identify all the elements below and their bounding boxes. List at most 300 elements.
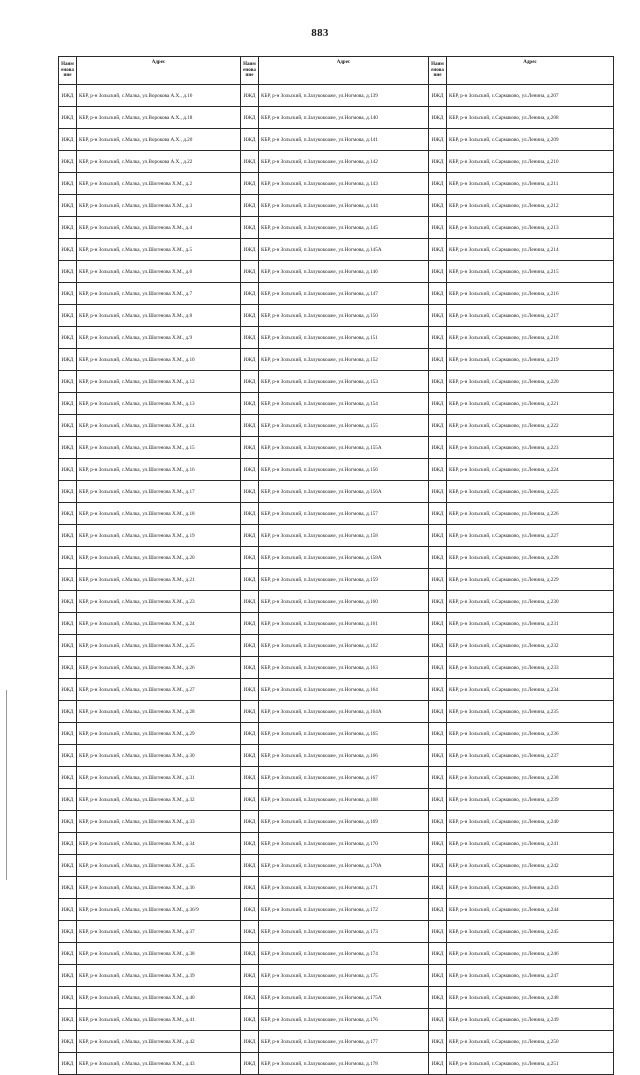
address-cell: КБР, р-н Зольский, с.Сармаково, ул.Ленина, д.233 xyxy=(447,657,614,679)
object-type-cell: ИЖД xyxy=(429,371,447,393)
address-cell: КБР, р-н Зольский, п.Залукокоаже, ул.Ногмова, д.145А xyxy=(259,239,429,261)
address-cell: КБР, р-н Зольский, с.Малка, ул.Шогенова Х.М., д.18 xyxy=(77,503,241,525)
address-cell: КБР, р-н Зольский, п.Залукокоаже, ул.Ногмова, д.175А xyxy=(259,987,429,1009)
object-type-cell: ИЖД xyxy=(429,855,447,877)
table-row xyxy=(59,415,614,437)
address-cell: КБР, р-н Зольский, с.Сармаково, ул.Ленина, д.222 xyxy=(447,415,614,437)
address-cell: КБР, р-н Зольский, п.Залукокоаже, ул.Ногмова, д.151 xyxy=(259,327,429,349)
table-row xyxy=(59,965,614,987)
object-type-cell: ИЖД xyxy=(241,151,259,173)
address-cell: КБР, р-н Зольский, с.Малка, ул.Шогенова Х.М., д.13 xyxy=(77,393,241,415)
address-cell: КБР, р-н Зольский, п.Залукокоаже, ул.Ногмова, д.168 xyxy=(259,789,429,811)
table-row xyxy=(59,679,614,701)
object-type-cell: ИЖД xyxy=(59,261,77,283)
object-type-cell: ИЖД xyxy=(241,921,259,943)
object-type-cell: ИЖД xyxy=(241,525,259,547)
object-type-cell: ИЖД xyxy=(429,195,447,217)
address-cell: КБР, р-н Зольский, с.Малка, ул.Шогенова Х.М., д.33 xyxy=(77,811,241,833)
object-type-cell: ИЖД xyxy=(241,877,259,899)
address-cell: КБР, р-н Зольский, с.Малка, ул.Шогенова Х.М., д.7 xyxy=(77,283,241,305)
address-cell: КБР, р-н Зольский, п.Залукокоаже, ул.Ногмова, д.155А xyxy=(259,437,429,459)
object-type-cell: ИЖД xyxy=(429,569,447,591)
object-type-cell: ИЖД xyxy=(429,261,447,283)
object-type-cell: ИЖД xyxy=(241,85,259,107)
address-cell: КБР, р-н Зольский, с.Малка, ул.Шогенова Х.М., д.39 xyxy=(77,965,241,987)
address-cell: КБР, р-н Зольский, п.Залукокоаже, ул.Ногмова, д.157 xyxy=(259,503,429,525)
address-cell: КБР, р-н Зольский, с.Малка, ул.Шогенова Х.М., д.2 xyxy=(77,173,241,195)
object-type-cell: ИЖД xyxy=(59,745,77,767)
object-type-cell: ИЖД xyxy=(241,657,259,679)
object-type-cell: ИЖД xyxy=(59,811,77,833)
object-type-cell: ИЖД xyxy=(59,547,77,569)
object-type-cell: ИЖД xyxy=(59,151,77,173)
address-cell: КБР, р-н Зольский, п.Залукокоаже, ул.Ногмова, д.146 xyxy=(259,261,429,283)
object-type-cell: ИЖД xyxy=(59,107,77,129)
object-type-cell: ИЖД xyxy=(59,415,77,437)
address-cell: КБР, р-н Зольский, с.Сармаково, ул.Ленина, д.246 xyxy=(447,943,614,965)
object-type-cell: ИЖД xyxy=(429,657,447,679)
object-type-cell: ИЖД xyxy=(59,943,77,965)
address-cell: КБР, р-н Зольский, п.Залукокоаже, ул.Ногмова, д.159 xyxy=(259,569,429,591)
object-type-cell: ИЖД xyxy=(241,349,259,371)
address-cell: КБР, р-н Зольский, с.Сармаково, ул.Ленина, д.249 xyxy=(447,1009,614,1031)
address-cell: КБР, р-н Зольский, п.Залукокоаже, ул.Ногмова, д.178 xyxy=(259,1053,429,1075)
object-type-cell: ИЖД xyxy=(429,481,447,503)
object-type-cell: ИЖД xyxy=(241,283,259,305)
table-row xyxy=(59,437,614,459)
table-row xyxy=(59,987,614,1009)
address-cell: КБР, р-н Зольский, с.Сармаково, ул.Ленина, д.230 xyxy=(447,591,614,613)
table-row xyxy=(59,701,614,723)
object-type-cell: ИЖД xyxy=(429,965,447,987)
address-cell: КБР, р-н Зольский, п.Залукокоаже, ул.Ногмова, д.155 xyxy=(259,415,429,437)
object-type-cell: ИЖД xyxy=(241,679,259,701)
object-type-cell: ИЖД xyxy=(241,481,259,503)
address-cell: КБР, р-н Зольский, с.Сармаково, ул.Ленина, д.225 xyxy=(447,481,614,503)
address-cell: КБР, р-н Зольский, с.Сармаково, ул.Ленина, д.227 xyxy=(447,525,614,547)
object-type-cell: ИЖД xyxy=(59,1031,77,1053)
address-cell: КБР, р-н Зольский, с.Малка, ул.Ворокова А.Х., д.20 xyxy=(77,129,241,151)
object-type-cell: ИЖД xyxy=(241,327,259,349)
object-type-cell: ИЖД xyxy=(241,129,259,151)
address-cell: КБР, р-н Зольский, с.Малка, ул.Шогенова Х.М., д.40 xyxy=(77,987,241,1009)
table-row xyxy=(59,591,614,613)
table-row xyxy=(59,789,614,811)
address-cell: КБР, р-н Зольский, с.Сармаково, ул.Ленина, д.223 xyxy=(447,437,614,459)
address-cell: КБР, р-н Зольский, с.Малка, ул.Шогенова Х.М., д.4 xyxy=(77,217,241,239)
object-type-cell: ИЖД xyxy=(59,239,77,261)
address-cell: КБР, р-н Зольский, с.Малка, ул.Шогенова Х.М., д.10 xyxy=(77,349,241,371)
table-row xyxy=(59,657,614,679)
address-cell: КБР, р-н Зольский, с.Сармаково, ул.Ленина, д.217 xyxy=(447,305,614,327)
object-type-cell: ИЖД xyxy=(59,503,77,525)
table-row xyxy=(59,723,614,745)
column-header-type: Наим енова ние xyxy=(429,57,447,85)
address-cell: КБР, р-н Зольский, п.Залукокоаже, ул.Ногмова, д.173 xyxy=(259,921,429,943)
address-cell: КБР, р-н Зольский, п.Залукокоаже, ул.Ногмова, д.177 xyxy=(259,1031,429,1053)
object-type-cell: ИЖД xyxy=(241,569,259,591)
address-cell: КБР, р-н Зольский, с.Сармаково, ул.Ленина, д.207 xyxy=(447,85,614,107)
address-cell: КБР, р-н Зольский, п.Залукокоаже, ул.Ногмова, д.145 xyxy=(259,217,429,239)
object-type-cell: ИЖД xyxy=(241,789,259,811)
address-cell: КБР, р-н Зольский, с.Малка, ул.Шогенова Х.М., д.32 xyxy=(77,789,241,811)
table-row xyxy=(59,613,614,635)
address-cell: КБР, р-н Зольский, с.Сармаково, ул.Ленина, д.243 xyxy=(447,877,614,899)
address-cell: КБР, р-н Зольский, с.Сармаково, ул.Ленина, д.210 xyxy=(447,151,614,173)
address-cell: КБР, р-н Зольский, с.Сармаково, ул.Ленина, д.208 xyxy=(447,107,614,129)
address-cell: КБР, р-н Зольский, п.Залукокоаже, ул.Ногмова, д.174 xyxy=(259,943,429,965)
table-row xyxy=(59,349,614,371)
address-cell: КБР, р-н Зольский, с.Сармаково, ул.Ленина, д.238 xyxy=(447,767,614,789)
table-row xyxy=(59,393,614,415)
address-cell: КБР, р-н Зольский, п.Залукокоаже, ул.Ногмова, д.176 xyxy=(259,1009,429,1031)
table-row xyxy=(59,107,614,129)
object-type-cell: ИЖД xyxy=(59,701,77,723)
object-type-cell: ИЖД xyxy=(59,679,77,701)
address-cell: КБР, р-н Зольский, с.Сармаково, ул.Ленина, д.224 xyxy=(447,459,614,481)
object-type-cell: ИЖД xyxy=(429,921,447,943)
address-cell: КБР, р-н Зольский, п.Залукокоаже, ул.Ногмова, д.143 xyxy=(259,173,429,195)
table-row xyxy=(59,921,614,943)
object-type-cell: ИЖД xyxy=(429,1053,447,1075)
object-type-cell: ИЖД xyxy=(59,921,77,943)
address-cell: КБР, р-н Зольский, п.Залукокоаже, ул.Ногмова, д.162 xyxy=(259,635,429,657)
address-cell: КБР, р-н Зольский, с.Сармаково, ул.Ленина, д.251 xyxy=(447,1053,614,1075)
address-cell: КБР, р-н Зольский, п.Залукокоаже, ул.Ногмова, д.152 xyxy=(259,349,429,371)
address-cell: КБР, р-н Зольский, п.Залукокоаже, ул.Ногмова, д.156 xyxy=(259,459,429,481)
table-row xyxy=(59,261,614,283)
object-type-cell: ИЖД xyxy=(59,877,77,899)
table-row xyxy=(59,525,614,547)
object-type-cell: ИЖД xyxy=(429,85,447,107)
table-row xyxy=(59,811,614,833)
address-cell: КБР, р-н Зольский, п.Залукокоаже, ул.Ногмова, д.156А xyxy=(259,481,429,503)
address-cell: КБР, р-н Зольский, с.Малка, ул.Шогенова Х.М., д.25 xyxy=(77,635,241,657)
object-type-cell: ИЖД xyxy=(241,833,259,855)
object-type-cell: ИЖД xyxy=(429,173,447,195)
table-row xyxy=(59,481,614,503)
object-type-cell: ИЖД xyxy=(429,393,447,415)
scan-edge-line xyxy=(6,690,7,880)
table-row xyxy=(59,283,614,305)
address-cell: КБР, р-н Зольский, п.Залукокоаже, ул.Ногмова, д.153 xyxy=(259,371,429,393)
object-type-cell: ИЖД xyxy=(59,789,77,811)
table-row xyxy=(59,173,614,195)
table-header-row xyxy=(59,57,614,85)
address-cell: КБР, р-н Зольский, п.Залукокоаже, ул.Ногмова, д.165 xyxy=(259,723,429,745)
address-cell: КБР, р-н Зольский, с.Сармаково, ул.Ленина, д.247 xyxy=(447,965,614,987)
address-cell: КБР, р-н Зольский, п.Залукокоаже, ул.Ногмова, д.164А xyxy=(259,701,429,723)
object-type-cell: ИЖД xyxy=(59,1053,77,1075)
object-type-cell: ИЖД xyxy=(429,305,447,327)
table-row xyxy=(59,943,614,965)
address-cell: КБР, р-н Зольский, с.Малка, ул.Шогенова Х.М., д.36/9 xyxy=(77,899,241,921)
address-cell: КБР, р-н Зольский, п.Залукокоаже, ул.Ногмова, д.172 xyxy=(259,899,429,921)
address-cell: КБР, р-н Зольский, с.Сармаково, ул.Ленина, д.213 xyxy=(447,217,614,239)
object-type-cell: ИЖД xyxy=(241,261,259,283)
object-type-cell: ИЖД xyxy=(59,459,77,481)
column-header-address: Адрес xyxy=(77,57,241,85)
table-row xyxy=(59,547,614,569)
object-type-cell: ИЖД xyxy=(429,547,447,569)
address-cell: КБР, р-н Зольский, с.Сармаково, ул.Ленина, д.220 xyxy=(447,371,614,393)
table-body xyxy=(59,85,614,1075)
object-type-cell: ИЖД xyxy=(429,877,447,899)
table-row xyxy=(59,899,614,921)
address-cell: КБР, р-н Зольский, с.Малка, ул.Шогенова Х.М., д.12 xyxy=(77,371,241,393)
address-cell: КБР, р-н Зольский, с.Сармаково, ул.Ленина, д.250 xyxy=(447,1031,614,1053)
address-cell: КБР, р-н Зольский, с.Малка, ул.Шогенова Х.М., д.20 xyxy=(77,547,241,569)
address-cell: КБР, р-н Зольский, п.Залукокоаже, ул.Ногмова, д.150 xyxy=(259,305,429,327)
table-row xyxy=(59,503,614,525)
object-type-cell: ИЖД xyxy=(429,943,447,965)
address-cell: КБР, р-н Зольский, п.Залукокоаже, ул.Ногмова, д.170 xyxy=(259,833,429,855)
object-type-cell: ИЖД xyxy=(429,129,447,151)
object-type-cell: ИЖД xyxy=(429,591,447,613)
object-type-cell: ИЖД xyxy=(241,503,259,525)
object-type-cell: ИЖД xyxy=(429,1031,447,1053)
address-cell: КБР, р-н Зольский, п.Залукокоаже, ул.Ногмова, д.160 xyxy=(259,591,429,613)
address-cell: КБР, р-н Зольский, с.Малка, ул.Шогенова Х.М., д.9 xyxy=(77,327,241,349)
address-cell: КБР, р-н Зольский, с.Малка, ул.Ворокова А.Х., д.18 xyxy=(77,107,241,129)
address-cell: КБР, р-н Зольский, с.Малка, ул.Шогенова Х.М., д.37 xyxy=(77,921,241,943)
address-cell: КБР, р-н Зольский, с.Малка, ул.Шогенова Х.М., д.27 xyxy=(77,679,241,701)
table-row xyxy=(59,745,614,767)
address-cell: КБР, р-н Зольский, с.Малка, ул.Ворокова А.Х., д.16 xyxy=(77,85,241,107)
address-cell: КБР, р-н Зольский, с.Малка, ул.Шогенова Х.М., д.43 xyxy=(77,1053,241,1075)
table-row xyxy=(59,1031,614,1053)
address-cell: КБР, р-н Зольский, с.Малка, ул.Шогенова Х.М., д.26 xyxy=(77,657,241,679)
object-type-cell: ИЖД xyxy=(241,547,259,569)
address-cell: КБР, р-н Зольский, с.Малка, ул.Шогенова Х.М., д.34 xyxy=(77,833,241,855)
object-type-cell: ИЖД xyxy=(59,327,77,349)
address-cell: КБР, р-н Зольский, п.Залукокоаже, ул.Ногмова, д.158 xyxy=(259,525,429,547)
address-cell: КБР, р-н Зольский, с.Сармаково, ул.Ленина, д.212 xyxy=(447,195,614,217)
object-type-cell: ИЖД xyxy=(429,327,447,349)
object-type-cell: ИЖД xyxy=(429,987,447,1009)
object-type-cell: ИЖД xyxy=(429,723,447,745)
address-cell: КБР, р-н Зольский, с.Малка, ул.Шогенова Х.М., д.30 xyxy=(77,745,241,767)
object-type-cell: ИЖД xyxy=(429,349,447,371)
object-type-cell: ИЖД xyxy=(241,173,259,195)
table-row xyxy=(59,239,614,261)
object-type-cell: ИЖД xyxy=(241,1031,259,1053)
object-type-cell: ИЖД xyxy=(241,1053,259,1075)
object-type-cell: ИЖД xyxy=(241,107,259,129)
address-cell: КБР, р-н Зольский, с.Малка, ул.Шогенова Х.М., д.14 xyxy=(77,415,241,437)
address-cell: КБР, р-н Зольский, с.Сармаково, ул.Ленина, д.228 xyxy=(447,547,614,569)
object-type-cell: ИЖД xyxy=(241,195,259,217)
object-type-cell: ИЖД xyxy=(59,349,77,371)
object-type-cell: ИЖД xyxy=(241,965,259,987)
object-type-cell: ИЖД xyxy=(241,459,259,481)
address-cell: КБР, р-н Зольский, с.Сармаково, ул.Ленина, д.226 xyxy=(447,503,614,525)
address-register-table xyxy=(58,56,614,1075)
address-cell: КБР, р-н Зольский, с.Сармаково, ул.Ленина, д.242 xyxy=(447,855,614,877)
object-type-cell: ИЖД xyxy=(59,437,77,459)
address-cell: КБР, р-н Зольский, п.Залукокоаже, ул.Ногмова, д.166 xyxy=(259,745,429,767)
address-cell: КБР, р-н Зольский, с.Сармаково, ул.Ленина, д.239 xyxy=(447,789,614,811)
table-row xyxy=(59,327,614,349)
object-type-cell: ИЖД xyxy=(429,1009,447,1031)
table-row xyxy=(59,459,614,481)
address-cell: КБР, р-н Зольский, с.Сармаково, ул.Ленина, д.232 xyxy=(447,635,614,657)
object-type-cell: ИЖД xyxy=(59,217,77,239)
object-type-cell: ИЖД xyxy=(429,283,447,305)
address-cell: КБР, р-н Зольский, п.Залукокоаже, ул.Ногмова, д.167 xyxy=(259,767,429,789)
object-type-cell: ИЖД xyxy=(429,701,447,723)
object-type-cell: ИЖД xyxy=(59,833,77,855)
address-cell: КБР, р-н Зольский, с.Сармаково, ул.Ленина, д.219 xyxy=(447,349,614,371)
object-type-cell: ИЖД xyxy=(429,899,447,921)
object-type-cell: ИЖД xyxy=(429,679,447,701)
address-cell: КБР, р-н Зольский, с.Малка, ул.Шогенова Х.М., д.38 xyxy=(77,943,241,965)
address-cell: КБР, р-н Зольский, с.Сармаково, ул.Ленина, д.214 xyxy=(447,239,614,261)
address-cell: КБР, р-н Зольский, п.Залукокоаже, ул.Ногмова, д.171 xyxy=(259,877,429,899)
table-row xyxy=(59,371,614,393)
object-type-cell: ИЖД xyxy=(59,965,77,987)
address-cell: КБР, р-н Зольский, п.Залукокоаже, ул.Ногмова, д.175 xyxy=(259,965,429,987)
address-cell: КБР, р-н Зольский, п.Залукокоаже, ул.Ногмова, д.164 xyxy=(259,679,429,701)
object-type-cell: ИЖД xyxy=(241,613,259,635)
object-type-cell: ИЖД xyxy=(429,635,447,657)
table-row xyxy=(59,855,614,877)
address-cell: КБР, р-н Зольский, с.Сармаково, ул.Ленина, д.209 xyxy=(447,129,614,151)
object-type-cell: ИЖД xyxy=(59,767,77,789)
table-row xyxy=(59,195,614,217)
table-row xyxy=(59,767,614,789)
address-cell: КБР, р-н Зольский, с.Малка, ул.Шогенова Х.М., д.29 xyxy=(77,723,241,745)
object-type-cell: ИЖД xyxy=(429,459,447,481)
address-cell: КБР, р-н Зольский, п.Залукокоаже, ул.Ногмова, д.170А xyxy=(259,855,429,877)
object-type-cell: ИЖД xyxy=(429,415,447,437)
column-header-type: Наим енова ние xyxy=(59,57,77,85)
address-cell: КБР, р-н Зольский, п.Залукокоаже, ул.Ногмова, д.163 xyxy=(259,657,429,679)
object-type-cell: ИЖД xyxy=(241,899,259,921)
table-row xyxy=(59,151,614,173)
object-type-cell: ИЖД xyxy=(429,767,447,789)
address-cell: КБР, р-н Зольский, с.Малка, ул.Шогенова Х.М., д.31 xyxy=(77,767,241,789)
address-cell: КБР, р-н Зольский, с.Сармаково, ул.Ленина, д.235 xyxy=(447,701,614,723)
object-type-cell: ИЖД xyxy=(241,811,259,833)
address-cell: КБР, р-н Зольский, с.Малка, ул.Шогенова Х.М., д.5 xyxy=(77,239,241,261)
object-type-cell: ИЖД xyxy=(59,129,77,151)
address-cell: КБР, р-н Зольский, п.Залукокоаже, ул.Ногмова, д.140 xyxy=(259,107,429,129)
table-row xyxy=(59,129,614,151)
object-type-cell: ИЖД xyxy=(241,239,259,261)
object-type-cell: ИЖД xyxy=(429,745,447,767)
object-type-cell: ИЖД xyxy=(241,767,259,789)
object-type-cell: ИЖД xyxy=(241,305,259,327)
address-cell: КБР, р-н Зольский, с.Малка, ул.Шогенова Х.М., д.8 xyxy=(77,305,241,327)
object-type-cell: ИЖД xyxy=(59,481,77,503)
address-cell: КБР, р-н Зольский, п.Залукокоаже, ул.Ногмова, д.169 xyxy=(259,811,429,833)
object-type-cell: ИЖД xyxy=(241,1009,259,1031)
object-type-cell: ИЖД xyxy=(59,85,77,107)
object-type-cell: ИЖД xyxy=(59,173,77,195)
object-type-cell: ИЖД xyxy=(59,613,77,635)
table-row xyxy=(59,1009,614,1031)
table-row xyxy=(59,217,614,239)
address-cell: КБР, р-н Зольский, с.Сармаково, ул.Ленина, д.216 xyxy=(447,283,614,305)
address-cell: КБР, р-н Зольский, п.Залукокоаже, ул.Ногмова, д.142 xyxy=(259,151,429,173)
address-cell: КБР, р-н Зольский, с.Малка, ул.Шогенова Х.М., д.21 xyxy=(77,569,241,591)
object-type-cell: ИЖД xyxy=(59,283,77,305)
object-type-cell: ИЖД xyxy=(241,415,259,437)
address-cell: КБР, р-н Зольский, с.Сармаково, ул.Ленина, д.244 xyxy=(447,899,614,921)
address-cell: КБР, р-н Зольский, с.Сармаково, ул.Ленина, д.234 xyxy=(447,679,614,701)
object-type-cell: ИЖД xyxy=(59,525,77,547)
address-cell: КБР, р-н Зольский, п.Залукокоаже, ул.Ногмова, д.141 xyxy=(259,129,429,151)
address-cell: КБР, р-н Зольский, с.Сармаково, ул.Ленина, д.218 xyxy=(447,327,614,349)
object-type-cell: ИЖД xyxy=(241,943,259,965)
object-type-cell: ИЖД xyxy=(429,437,447,459)
object-type-cell: ИЖД xyxy=(59,591,77,613)
address-cell: КБР, р-н Зольский, с.Малка, ул.Шогенова Х.М., д.24 xyxy=(77,613,241,635)
object-type-cell: ИЖД xyxy=(241,437,259,459)
address-cell: КБР, р-н Зольский, п.Залукокоаже, ул.Ногмова, д.147 xyxy=(259,283,429,305)
object-type-cell: ИЖД xyxy=(241,745,259,767)
address-cell: КБР, р-н Зольский, с.Сармаково, ул.Ленина, д.211 xyxy=(447,173,614,195)
object-type-cell: ИЖД xyxy=(59,569,77,591)
table-row xyxy=(59,1053,614,1075)
address-cell: КБР, р-н Зольский, п.Залукокоаже, ул.Ногмова, д.144 xyxy=(259,195,429,217)
address-cell: КБР, р-н Зольский, с.Малка, ул.Шогенова Х.М., д.3 xyxy=(77,195,241,217)
object-type-cell: ИЖД xyxy=(429,811,447,833)
object-type-cell: ИЖД xyxy=(429,217,447,239)
object-type-cell: ИЖД xyxy=(59,899,77,921)
table-row xyxy=(59,569,614,591)
object-type-cell: ИЖД xyxy=(241,217,259,239)
table-row xyxy=(59,635,614,657)
table-row xyxy=(59,833,614,855)
object-type-cell: ИЖД xyxy=(429,525,447,547)
address-cell: КБР, р-н Зольский, с.Малка, ул.Шогенова Х.М., д.17 xyxy=(77,481,241,503)
object-type-cell: ИЖД xyxy=(429,503,447,525)
address-cell: КБР, р-н Зольский, с.Сармаково, ул.Ленина, д.215 xyxy=(447,261,614,283)
object-type-cell: ИЖД xyxy=(59,1009,77,1031)
address-cell: КБР, р-н Зольский, с.Малка, ул.Ворокова А.Х., д.22 xyxy=(77,151,241,173)
address-cell: КБР, р-н Зольский, с.Сармаково, ул.Ленина, д.236 xyxy=(447,723,614,745)
address-cell: КБР, р-н Зольский, с.Малка, ул.Шогенова Х.М., д.16 xyxy=(77,459,241,481)
address-cell: КБР, р-н Зольский, с.Сармаково, ул.Ленина, д.240 xyxy=(447,811,614,833)
address-cell: КБР, р-н Зольский, с.Малка, ул.Шогенова Х.М., д.23 xyxy=(77,591,241,613)
address-cell: КБР, р-н Зольский, с.Малка, ул.Шогенова Х.М., д.35 xyxy=(77,855,241,877)
object-type-cell: ИЖД xyxy=(241,855,259,877)
table-row xyxy=(59,85,614,107)
address-cell: КБР, р-н Зольский, с.Малка, ул.Шогенова Х.М., д.19 xyxy=(77,525,241,547)
address-cell: КБР, р-н Зольский, п.Залукокоаже, ул.Ногмова, д.139 xyxy=(259,85,429,107)
address-cell: КБР, р-н Зольский, с.Сармаково, ул.Ленина, д.237 xyxy=(447,745,614,767)
object-type-cell: ИЖД xyxy=(429,613,447,635)
address-cell: КБР, р-н Зольский, с.Малка, ул.Шогенова Х.М., д.41 xyxy=(77,1009,241,1031)
address-cell: КБР, р-н Зольский, с.Малка, ул.Шогенова Х.М., д.15 xyxy=(77,437,241,459)
object-type-cell: ИЖД xyxy=(59,635,77,657)
column-header-type: Наим енова ние xyxy=(241,57,259,85)
object-type-cell: ИЖД xyxy=(241,723,259,745)
object-type-cell: ИЖД xyxy=(241,987,259,1009)
object-type-cell: ИЖД xyxy=(59,305,77,327)
object-type-cell: ИЖД xyxy=(59,195,77,217)
column-header-address: Адрес xyxy=(447,57,614,85)
address-cell: КБР, р-н Зольский, п.Залукокоаже, ул.Ногмова, д.154 xyxy=(259,393,429,415)
object-type-cell: ИЖД xyxy=(59,855,77,877)
address-cell: КБР, р-н Зольский, с.Малка, ул.Шогенова Х.М., д.6 xyxy=(77,261,241,283)
object-type-cell: ИЖД xyxy=(241,591,259,613)
address-cell: КБР, р-н Зольский, п.Залукокоаже, ул.Ногмова, д.158А xyxy=(259,547,429,569)
address-cell: КБР, р-н Зольский, с.Сармаково, ул.Ленина, д.229 xyxy=(447,569,614,591)
address-cell: КБР, р-н Зольский, с.Сармаково, ул.Ленина, д.245 xyxy=(447,921,614,943)
